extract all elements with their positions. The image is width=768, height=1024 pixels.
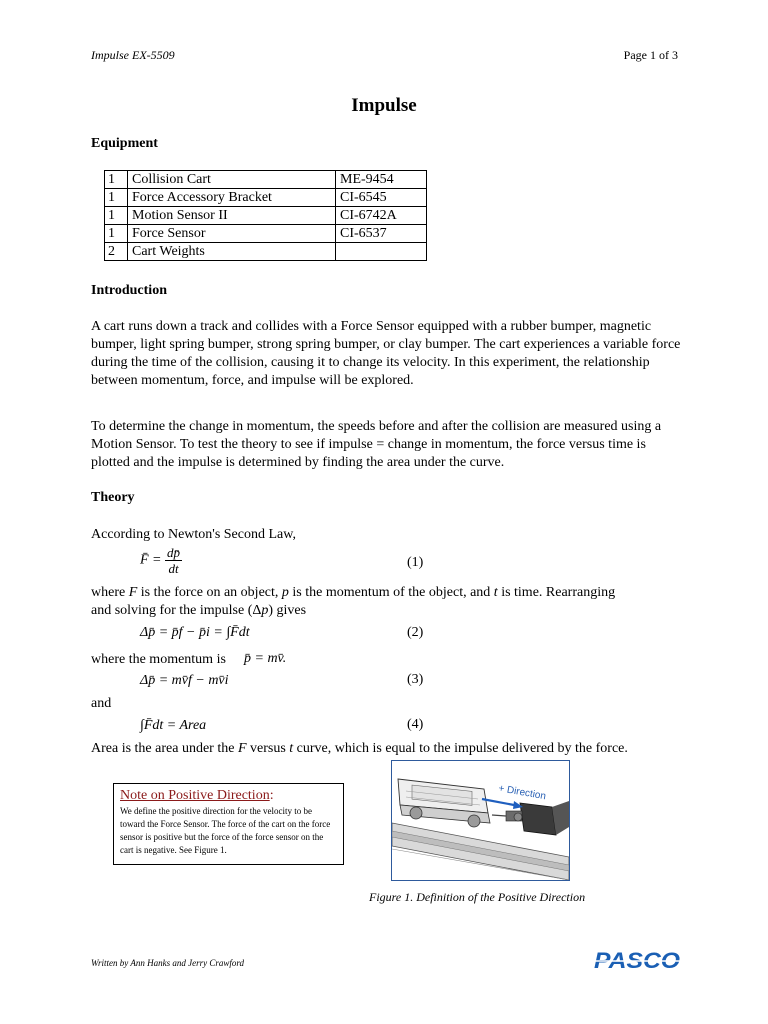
introduction-paragraph-2: To determine the change in momentum, the speeds before and after the collision are measured using a Motion Sensor. To test the theory to see if impulse = change in momentum, the force versus time is plotted and the impulse is determined by finding the area under the curve. [91, 419, 662, 470]
item-cell: Cart Weights [128, 243, 336, 261]
text-span: ) gives [268, 603, 307, 618]
theory-text-1 [91, 584, 681, 602]
table-row [105, 171, 427, 189]
text-span: is time. Rearranging [497, 585, 616, 600]
var-span: t [493, 585, 498, 600]
equation-4-number: (4) [407, 717, 424, 732]
direction-arrow-label: + Direction [497, 783, 547, 803]
text-span: is the momentum of the object, and [288, 585, 494, 600]
item-cell: Collision Cart [128, 171, 336, 189]
theory-text-5 [91, 740, 731, 758]
var-span: p [261, 603, 269, 618]
part-cell: CI-6537 [336, 225, 427, 243]
pasco-logo-text: PASCO [594, 948, 680, 972]
text-span: Area is the area under the [91, 741, 238, 756]
var-span: F [237, 741, 247, 756]
introduction-heading: Introduction [91, 283, 167, 298]
cart-track-illustration [392, 761, 569, 880]
equation-4: ∫F̄dt = Area [140, 718, 207, 733]
equation-3-number: (3) [407, 672, 424, 687]
qty-cell: 1 [105, 171, 128, 189]
pasco-logo [592, 948, 682, 972]
equation-1-denominator: dt [168, 561, 179, 576]
note-title-text: Note on Positive Direction [120, 788, 270, 803]
note-title [120, 788, 337, 804]
text-span: curve, which is equal to the impulse delivered by the force. [293, 741, 628, 756]
theory-intro: According to Newton's Second Law, [91, 527, 296, 542]
theory-text-2 [91, 602, 681, 620]
equation-1-lhs: F̄ = [140, 552, 162, 568]
item-cell: Force Accessory Bracket [128, 189, 336, 207]
equipment-heading: Equipment [91, 136, 158, 151]
figure-1-caption: Figure 1. Definition of the Positive Direction [369, 890, 586, 904]
qty-cell: 1 [105, 207, 128, 225]
text-span: versus [246, 741, 290, 756]
equation-2: Δp̄ = p̄f − p̄i = ∫F̄dt [140, 625, 250, 640]
var-span: p [281, 585, 289, 600]
introduction-paragraph-1: A cart runs down a track and collides with a Force Sensor equipped with a rubber bumper, magnetic bumper, light spring bumper, strong spring bumper, or clay bumper. The cart experiences a variable force during the time of the collision, causing it to change its velocity. In this experiment, the relationship between momentum, force, and impulse will be explored. [91, 319, 681, 388]
qty-cell: 1 [105, 189, 128, 207]
part-cell: CI-6545 [336, 189, 427, 207]
table-row [105, 243, 427, 261]
table-row [105, 189, 427, 207]
footer-credit: Written by Ann Hanks and Jerry Crawford [91, 958, 244, 968]
theory-text-4: and [91, 696, 112, 711]
note-box [113, 783, 344, 865]
equation-1-number: (1) [407, 555, 424, 570]
equation-1-numerator: dp̄ [167, 545, 180, 560]
figure-1-image [391, 760, 570, 881]
equation-3: Δp̄ = mv̄f − mv̄i [140, 673, 229, 688]
page-title: Impulse [351, 95, 417, 116]
header-doc-id: Impulse EX-5509 [91, 48, 175, 62]
item-cell: Motion Sensor II [128, 207, 336, 225]
equation-1-fraction [165, 545, 182, 576]
part-cell: CI-6742A [336, 207, 427, 225]
text-span: and solving for the impulse (Δ [91, 603, 262, 618]
note-body: We define the positive direction for the velocity to be toward the Force Sensor. The force of the cart on the force sensor is positive but the force of the force sensor on the cart is negative. See Figure 1. [120, 806, 331, 855]
header-page-number: Page 1 of 3 [623, 48, 678, 62]
qty-cell: 1 [105, 225, 128, 243]
text-span: where [91, 585, 129, 600]
text-span: is the force on an object, [137, 585, 282, 600]
equation-2-number: (2) [407, 625, 424, 640]
var-span: t [289, 741, 294, 756]
note-title-colon: : [269, 788, 274, 803]
equipment-table [104, 170, 427, 261]
qty-cell: 2 [105, 243, 128, 261]
theory-heading: Theory [91, 490, 135, 505]
part-cell: ME-9454 [336, 171, 427, 189]
theory-text-3: where the momentum is [91, 652, 226, 667]
table-row [105, 207, 427, 225]
item-cell: Force Sensor [128, 225, 336, 243]
momentum-equation: p̄ = mv̄. [244, 651, 287, 666]
table-row [105, 225, 427, 243]
equation-1 [140, 545, 182, 576]
var-span: F [128, 585, 138, 600]
pasco-logo-graphic [592, 948, 682, 972]
part-cell [336, 243, 427, 261]
